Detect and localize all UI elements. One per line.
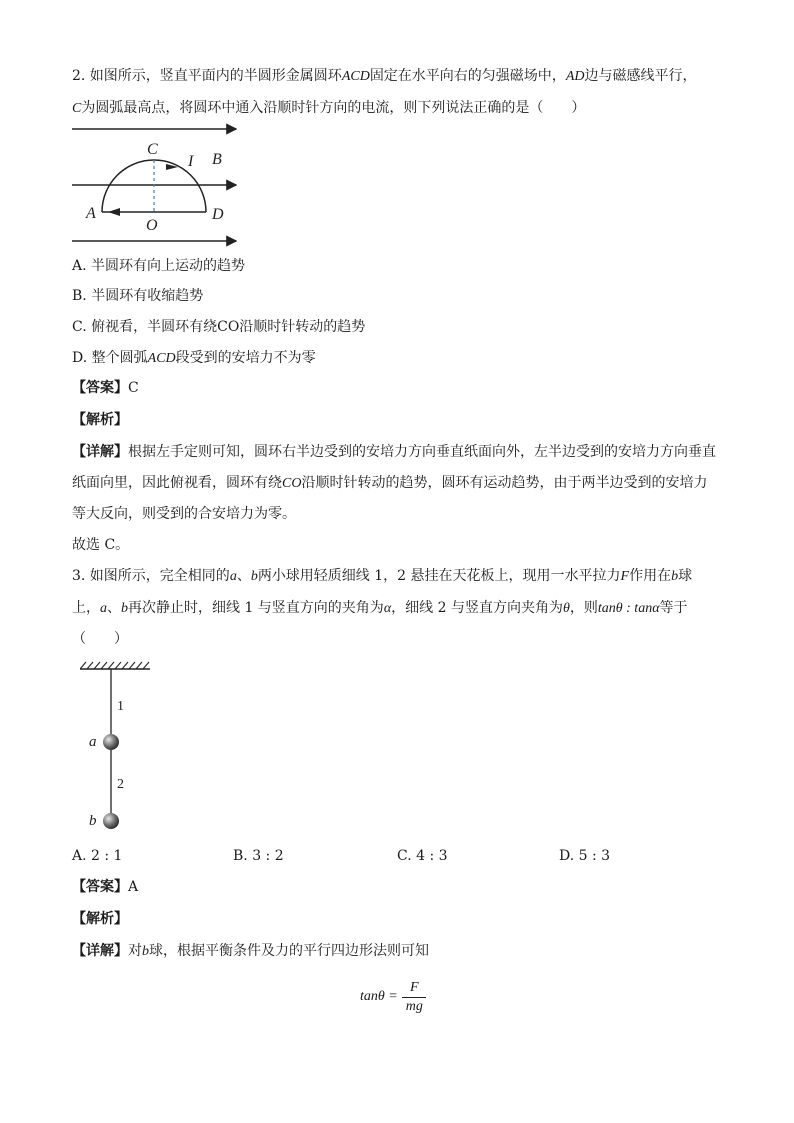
q2-detail-line2 bbox=[72, 473, 707, 494]
detail-text: 根据左手定则可知，圆环右半边受到的安培力方向垂直纸面向外，左半边受到的安培力方向垂直 bbox=[128, 444, 716, 460]
q2-option-a: A. 半圆环有向上运动的趋势 bbox=[72, 258, 246, 274]
option-d-text: 段受到的安培力不为零 bbox=[175, 350, 316, 366]
detail-text: 纸面向里，因此俯视看，圆环有绕 bbox=[72, 475, 282, 491]
ball-a bbox=[103, 734, 119, 750]
label-1: 1 bbox=[117, 699, 124, 714]
q3-option-b: B. 3 : 2 bbox=[233, 848, 284, 864]
answer-value: A bbox=[128, 879, 139, 895]
q3-answer bbox=[72, 877, 138, 897]
q3-analysis-tag: 【解析】 bbox=[72, 911, 128, 927]
q2-stem-acd: ACD bbox=[341, 69, 370, 84]
q3-var-a: a bbox=[229, 569, 237, 584]
q3-stem-text: 作用在 bbox=[629, 568, 672, 584]
q3-stem-text: 上， bbox=[72, 600, 100, 616]
q3-pendulum-figure bbox=[80, 658, 160, 838]
label-c: C bbox=[147, 141, 158, 158]
answer-value: C bbox=[128, 380, 139, 396]
q3-option-c: C. 4 : 3 bbox=[397, 848, 448, 864]
ball-b bbox=[103, 813, 119, 829]
detail-tag: 【详解】 bbox=[72, 444, 128, 460]
q3-stem-line1 bbox=[72, 566, 692, 587]
q2-stem-line1 bbox=[72, 66, 696, 87]
q3-formula bbox=[360, 975, 427, 1019]
q2-semicircle-figure bbox=[66, 120, 246, 250]
q3-var-b: b bbox=[142, 944, 149, 959]
detail-text: 对 bbox=[128, 943, 142, 959]
label-2: 2 bbox=[117, 777, 124, 792]
q3-detail-line1 bbox=[72, 941, 429, 962]
q3-stem-line2 bbox=[72, 598, 688, 619]
detail-tag: 【详解】 bbox=[72, 943, 128, 959]
q3-var-f: F bbox=[620, 569, 630, 584]
q3-stem-text: ，细线 2 与竖直方向夹角为 bbox=[391, 600, 563, 616]
q3-ratio: tanθ : tanα bbox=[597, 601, 660, 616]
q2-detail-line3: 等大反向，则受到的合安培力为零。 bbox=[72, 506, 296, 522]
option-d-acd: ACD bbox=[147, 351, 176, 366]
q3-option-a: A. 2 : 1 bbox=[72, 848, 123, 864]
q2-stem-text: 2. 如图所示，竖直平面内的半圆形金属圆环 bbox=[72, 68, 342, 84]
q3-sep: 、 bbox=[107, 600, 121, 616]
q3-var-b: b bbox=[250, 569, 258, 584]
answer-tag: 【答案】 bbox=[72, 380, 128, 396]
formula-fraction bbox=[402, 979, 427, 1016]
diameter-current-arrow bbox=[108, 208, 120, 216]
q3-theta: θ bbox=[562, 601, 570, 616]
label-d: D bbox=[212, 206, 224, 223]
ceiling-hatch bbox=[80, 662, 149, 669]
q2-analysis-tag: 【解析】 bbox=[72, 412, 128, 428]
q3-sep: 、 bbox=[236, 568, 251, 584]
q3-stem-text: 球 bbox=[678, 568, 693, 584]
q2-stem-text: 为圆弧最高点，将圆环中通入沿顺时针方向的电流，则下列说法正确的是（ ） bbox=[81, 100, 586, 116]
q2-option-d bbox=[72, 348, 316, 369]
q3-stem-text: 两小球用轻质细线 1，2 悬挂在天花板上，现用一水平拉力 bbox=[257, 568, 621, 584]
label-o: O bbox=[146, 217, 158, 234]
detail-co: CO bbox=[282, 476, 302, 491]
q3-stem-line3: （ ） bbox=[72, 631, 128, 647]
label-b: b bbox=[89, 813, 97, 829]
detail-text: 沿顺时针转动的趋势，圆环有运动趋势，由于两半边受到的安培力 bbox=[301, 475, 708, 491]
q3-var-a: a bbox=[100, 601, 107, 616]
formula-numerator: F bbox=[410, 979, 419, 995]
label-a: a bbox=[89, 734, 97, 750]
label-i: I bbox=[188, 153, 194, 170]
formula-lhs: tanθ = bbox=[360, 989, 398, 1004]
label-a: A bbox=[86, 205, 96, 222]
label-b: B bbox=[212, 151, 222, 168]
q3-stem-text: 3. 如图所示，完全相同的 bbox=[72, 568, 230, 584]
q2-answer bbox=[72, 378, 139, 398]
q3-alpha: α bbox=[383, 601, 392, 616]
q3-var-b: b bbox=[121, 601, 128, 616]
answer-tag: 【答案】 bbox=[72, 879, 128, 895]
q2-stem-c: C bbox=[72, 101, 82, 116]
q2-stem-line2 bbox=[72, 98, 585, 119]
q3-stem-text: 再次静止时，细线 1 与竖直方向的夹角为 bbox=[128, 600, 384, 616]
q2-option-b: B. 半圆环有收缩趋势 bbox=[72, 288, 204, 304]
detail-text: 球，根据平衡条件及力的平行四边形法则可知 bbox=[149, 943, 429, 959]
q3-stem-text: ，则 bbox=[569, 600, 598, 616]
q3-option-d: D. 5 : 3 bbox=[559, 848, 611, 864]
q3-var-b: b bbox=[671, 569, 679, 584]
q2-stem-text: 固定在水平向右的匀强磁场中， bbox=[369, 68, 566, 84]
q2-stem-ad: AD bbox=[565, 69, 585, 84]
q2-detail-line1 bbox=[72, 442, 716, 462]
formula-denominator: mg bbox=[405, 998, 423, 1014]
q3-stem-text: 等于 bbox=[659, 600, 688, 616]
option-d-text: D. 整个圆弧 bbox=[72, 350, 148, 366]
q2-option-c: C. 俯视看，半圆环有绕CO沿顺时针转动的趋势 bbox=[72, 319, 366, 335]
q2-stem-text: 边与磁感线平行， bbox=[584, 68, 697, 84]
q2-conclusion: 故选 C。 bbox=[72, 537, 130, 553]
